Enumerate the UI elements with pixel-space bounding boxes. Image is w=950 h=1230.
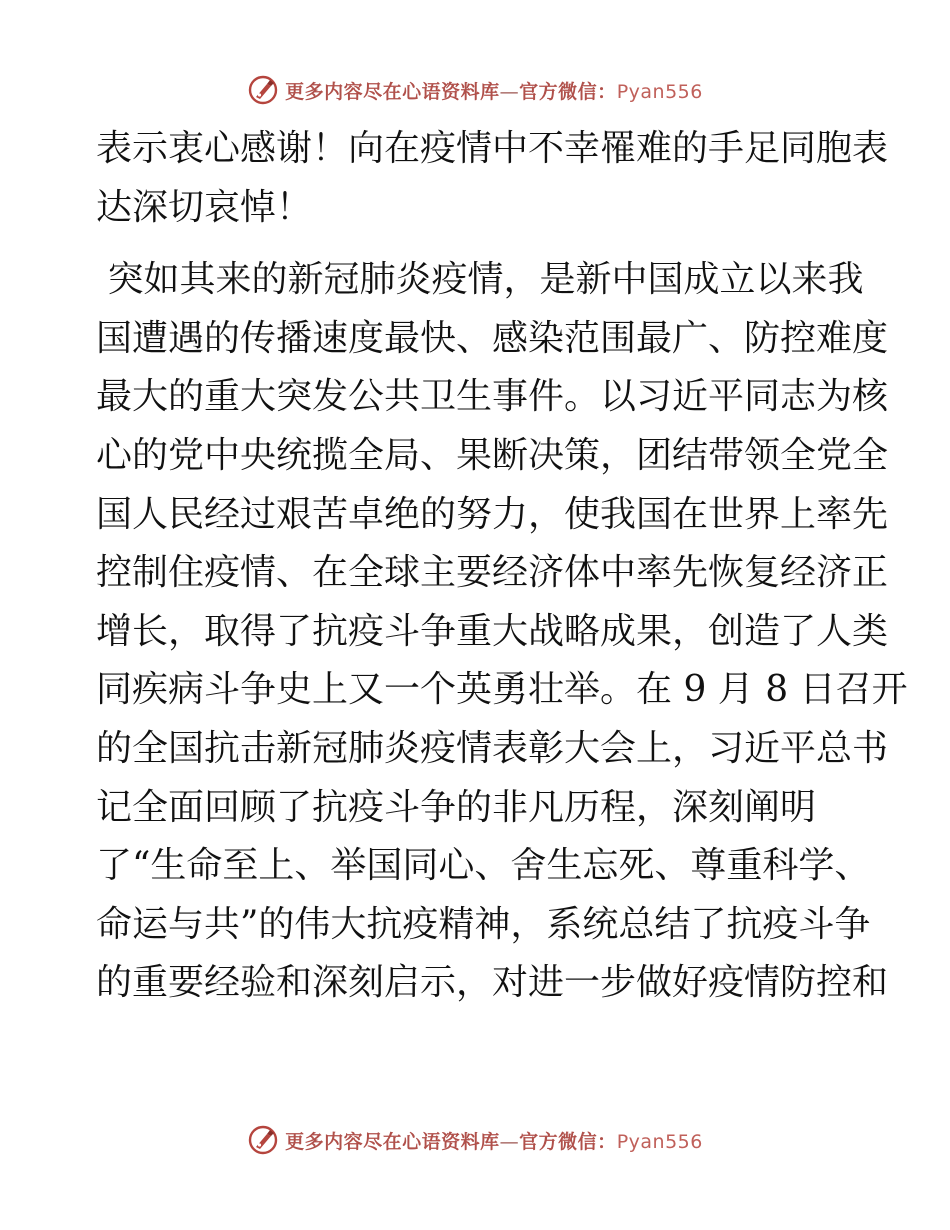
text-line: 突如其来的新冠肺炎疫情，是新中国成立以来我 xyxy=(96,259,864,301)
text-line: 增长，取得了抗疫斗争重大战略成果，创造了人类 xyxy=(96,610,889,652)
text-line: 了“生命至上、举国同心、舍生忘死、尊重科学、 xyxy=(96,845,871,887)
header-banner xyxy=(0,70,950,110)
banner-contact-id: Pyan556 xyxy=(616,80,703,103)
text-line: 心的党中央统揽全局、果断决策，团结带领全党全 xyxy=(96,434,889,476)
pen-nib-logo-icon xyxy=(247,74,279,106)
banner-main-text: 更多内容尽在心语资料库 xyxy=(285,1130,500,1153)
pen-nib-logo-icon xyxy=(247,1124,279,1156)
text-line: 的全国抗击新冠肺炎疫情表彰大会上，习近平总书 xyxy=(96,727,889,769)
paragraph-1 xyxy=(96,120,889,237)
text-line: 最大的重大突发公共卫生事件。以习近平同志为核 xyxy=(96,376,889,418)
paragraph-2 xyxy=(96,251,908,1013)
banner-text xyxy=(285,77,703,104)
banner-dash: — xyxy=(499,80,520,103)
banner-main-text: 更多内容尽在心语资料库 xyxy=(285,80,500,103)
text-line: 表示衷心感谢！向在疫情中不幸罹难的手足同胞表 xyxy=(96,128,889,169)
banner-contact-id: Pyan556 xyxy=(616,1130,703,1153)
banner-contact-label: 官方微信： xyxy=(519,80,617,103)
footer-banner xyxy=(0,1120,950,1160)
text-line: 记全面回顾了抗疫斗争的非凡历程，深刻阐明 xyxy=(96,786,817,828)
text-line: 命运与共”的伟大抗疫精神，系统总结了抗疫斗争 xyxy=(96,903,871,945)
document-body xyxy=(96,120,908,1013)
text-line: 国遭遇的传播速度最快、感染范围最广、防控难度 xyxy=(96,317,889,359)
text-line: 同疾病斗争史上又一个英勇壮举。在 9 月 8 日召开 xyxy=(96,669,908,711)
banner-contact-label: 官方微信： xyxy=(519,1130,617,1153)
text-line: 控制住疫情、在全球主要经济体中率先恢复经济正 xyxy=(96,552,889,594)
banner-dash: — xyxy=(499,1130,520,1153)
text-line: 国人民经过艰苦卓绝的努力，使我国在世界上率先 xyxy=(96,493,889,535)
text-line: 达深切哀悼！ xyxy=(96,186,313,228)
banner-text xyxy=(285,1127,703,1154)
text-line: 的重要经验和深刻启示，对进一步做好疫情防控和 xyxy=(96,962,889,1004)
